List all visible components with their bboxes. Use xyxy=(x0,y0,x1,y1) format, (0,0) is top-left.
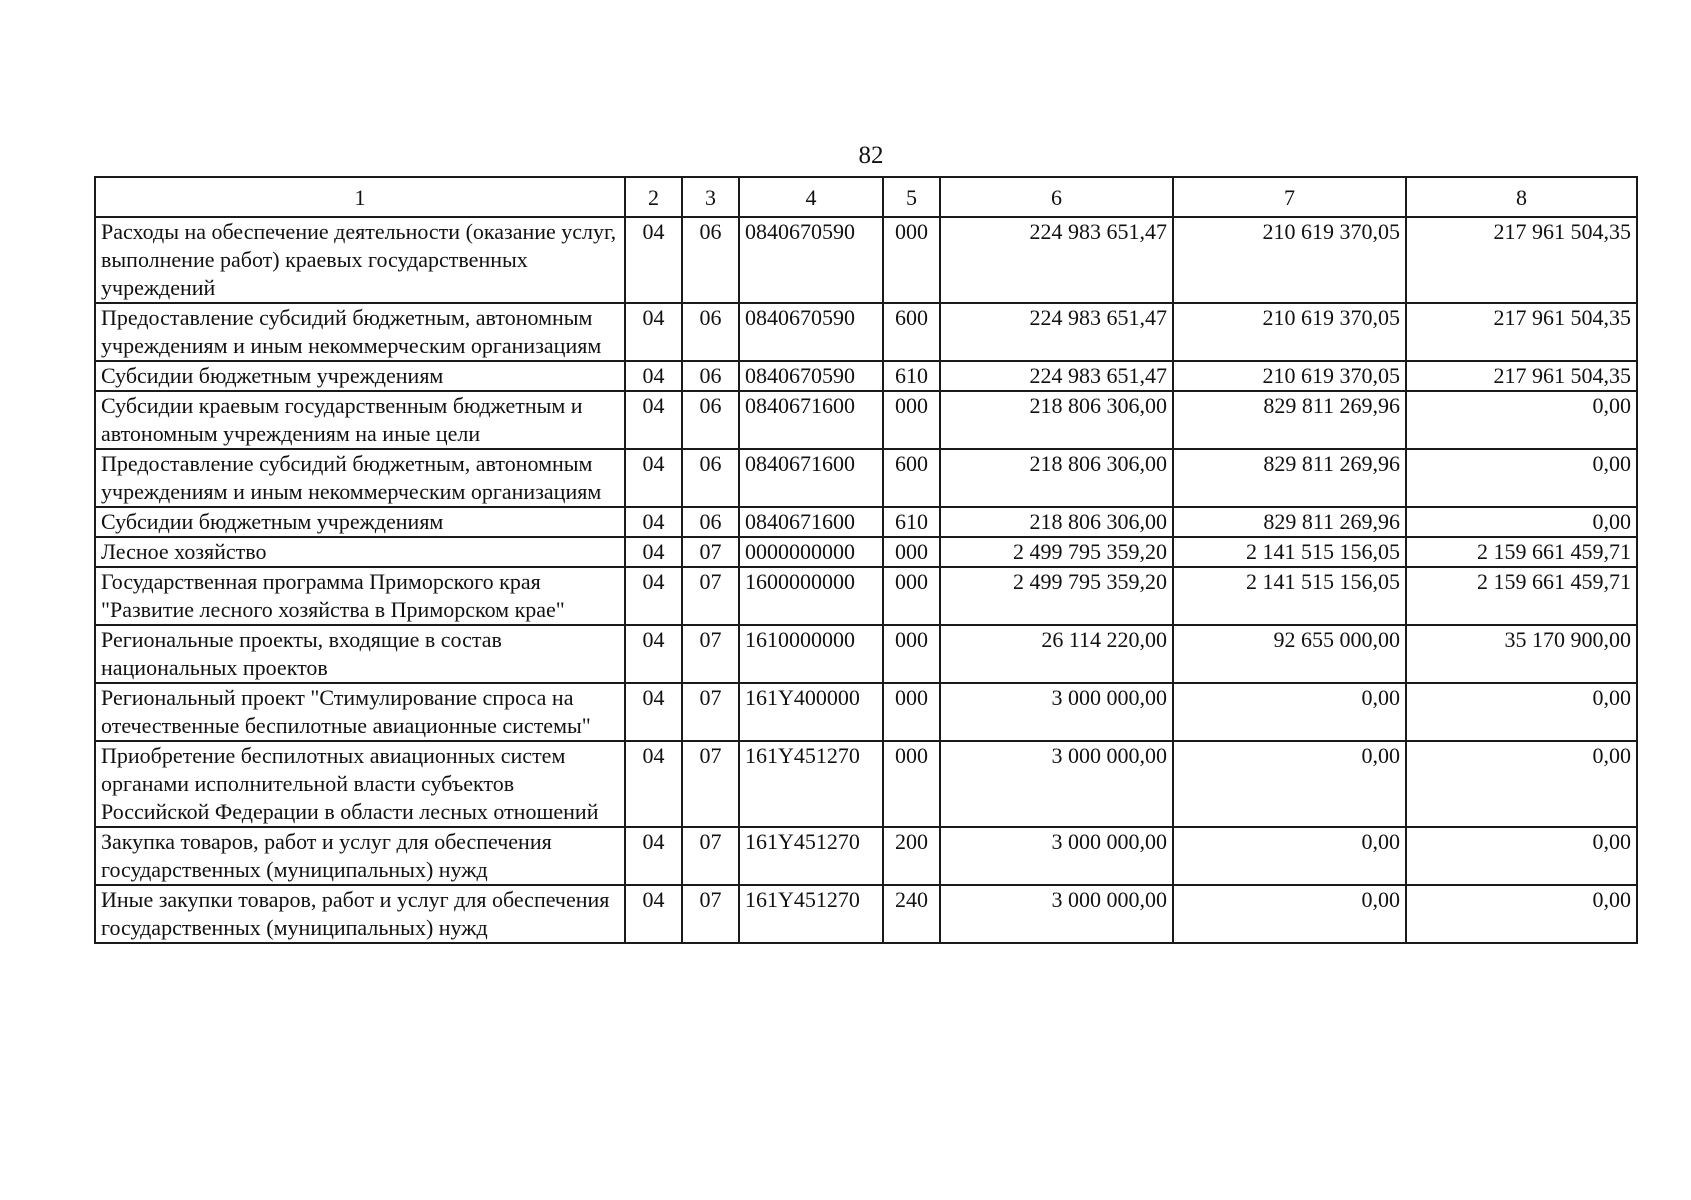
column-header-7: 7 xyxy=(1173,177,1406,217)
table-row xyxy=(95,625,1637,683)
row-subsection-code: 07 xyxy=(682,827,739,885)
row-amount-6: 218 806 306,00 xyxy=(940,449,1173,507)
row-subsection-code: 07 xyxy=(682,537,739,567)
row-section-code: 04 xyxy=(625,391,682,449)
row-amount-6: 224 983 651,47 xyxy=(940,303,1173,361)
table-row xyxy=(95,567,1637,625)
row-amount-8: 0,00 xyxy=(1406,885,1637,943)
row-expense-type-code: 000 xyxy=(883,391,940,449)
table-row xyxy=(95,449,1637,507)
row-target-article-code: 1600000000 xyxy=(739,567,883,625)
row-subsection-code: 06 xyxy=(682,217,739,303)
row-section-code: 04 xyxy=(625,507,682,537)
row-expense-type-code: 200 xyxy=(883,827,940,885)
row-section-code: 04 xyxy=(625,303,682,361)
table-row xyxy=(95,507,1637,537)
row-target-article-code: 161Y451270 xyxy=(739,885,883,943)
row-target-article-code: 0840670590 xyxy=(739,217,883,303)
row-amount-6: 224 983 651,47 xyxy=(940,361,1173,391)
row-amount-7: 0,00 xyxy=(1173,885,1406,943)
row-amount-8: 0,00 xyxy=(1406,741,1637,827)
row-amount-7: 2 141 515 156,05 xyxy=(1173,537,1406,567)
row-subsection-code: 07 xyxy=(682,567,739,625)
row-subsection-code: 06 xyxy=(682,449,739,507)
row-subsection-code: 07 xyxy=(682,683,739,741)
row-amount-6: 2 499 795 359,20 xyxy=(940,567,1173,625)
row-amount-6: 3 000 000,00 xyxy=(940,827,1173,885)
column-header-1: 1 xyxy=(95,177,625,217)
row-name: Государственная программа Приморского края "Развитие лесного хозяйства в Приморском крае" xyxy=(95,567,625,625)
row-section-code: 04 xyxy=(625,885,682,943)
row-target-article-code: 161Y451270 xyxy=(739,741,883,827)
row-amount-8: 217 961 504,35 xyxy=(1406,361,1637,391)
row-subsection-code: 07 xyxy=(682,741,739,827)
column-header-2: 2 xyxy=(625,177,682,217)
row-amount-8: 2 159 661 459,71 xyxy=(1406,537,1637,567)
column-header-3: 3 xyxy=(682,177,739,217)
row-expense-type-code: 000 xyxy=(883,567,940,625)
table-header-row xyxy=(95,177,1637,217)
table-row xyxy=(95,217,1637,303)
row-section-code: 04 xyxy=(625,741,682,827)
row-expense-type-code: 610 xyxy=(883,507,940,537)
row-section-code: 04 xyxy=(625,217,682,303)
row-expense-type-code: 000 xyxy=(883,537,940,567)
row-subsection-code: 06 xyxy=(682,361,739,391)
row-amount-8: 2 159 661 459,71 xyxy=(1406,567,1637,625)
budget-table xyxy=(94,176,1638,944)
row-amount-6: 218 806 306,00 xyxy=(940,507,1173,537)
row-target-article-code: 161Y400000 xyxy=(739,683,883,741)
row-expense-type-code: 240 xyxy=(883,885,940,943)
row-subsection-code: 06 xyxy=(682,391,739,449)
row-amount-7: 0,00 xyxy=(1173,741,1406,827)
row-target-article-code: 0840670590 xyxy=(739,361,883,391)
row-amount-7: 0,00 xyxy=(1173,827,1406,885)
table-row xyxy=(95,827,1637,885)
row-name: Субсидии краевым государственным бюджетным и автономным учреждениям на иные цели xyxy=(95,391,625,449)
row-name: Приобретение беспилотных авиационных систем органами исполнительной власти субъектов Российской Федерации в области лесных отношений xyxy=(95,741,625,827)
page-number: 82 xyxy=(858,142,884,169)
row-target-article-code: 1610000000 xyxy=(739,625,883,683)
row-amount-8: 0,00 xyxy=(1406,827,1637,885)
row-amount-8: 0,00 xyxy=(1406,683,1637,741)
row-target-article-code: 0840671600 xyxy=(739,391,883,449)
row-expense-type-code: 000 xyxy=(883,741,940,827)
row-name: Субсидии бюджетным учреждениям xyxy=(95,507,625,537)
row-section-code: 04 xyxy=(625,537,682,567)
row-name: Предоставление субсидий бюджетным, автономным учреждениям и иным некоммерческим организациям xyxy=(95,303,625,361)
row-name: Иные закупки товаров, работ и услуг для обеспечения государственных (муниципальных) нужд xyxy=(95,885,625,943)
row-amount-8: 0,00 xyxy=(1406,507,1637,537)
row-expense-type-code: 600 xyxy=(883,449,940,507)
row-amount-6: 2 499 795 359,20 xyxy=(940,537,1173,567)
row-name: Лесное хозяйство xyxy=(95,537,625,567)
column-header-4: 4 xyxy=(739,177,883,217)
table-row xyxy=(95,885,1637,943)
row-amount-7: 829 811 269,96 xyxy=(1173,449,1406,507)
row-amount-7: 210 619 370,05 xyxy=(1173,303,1406,361)
row-section-code: 04 xyxy=(625,683,682,741)
row-amount-7: 210 619 370,05 xyxy=(1173,217,1406,303)
row-amount-7: 829 811 269,96 xyxy=(1173,391,1406,449)
row-subsection-code: 06 xyxy=(682,303,739,361)
row-amount-8: 0,00 xyxy=(1406,449,1637,507)
row-section-code: 04 xyxy=(625,827,682,885)
column-header-8: 8 xyxy=(1406,177,1637,217)
table-row xyxy=(95,361,1637,391)
row-amount-6: 26 114 220,00 xyxy=(940,625,1173,683)
row-name: Расходы на обеспечение деятельности (оказание услуг, выполнение работ) краевых государственных учреждений xyxy=(95,217,625,303)
row-expense-type-code: 600 xyxy=(883,303,940,361)
table-row xyxy=(95,683,1637,741)
row-section-code: 04 xyxy=(625,567,682,625)
row-expense-type-code: 000 xyxy=(883,217,940,303)
row-subsection-code: 06 xyxy=(682,507,739,537)
row-amount-6: 3 000 000,00 xyxy=(940,741,1173,827)
row-target-article-code: 161Y451270 xyxy=(739,827,883,885)
row-amount-7: 0,00 xyxy=(1173,683,1406,741)
row-target-article-code: 0840671600 xyxy=(739,449,883,507)
row-expense-type-code: 000 xyxy=(883,683,940,741)
row-target-article-code: 0840671600 xyxy=(739,507,883,537)
row-amount-8: 35 170 900,00 xyxy=(1406,625,1637,683)
row-amount-7: 210 619 370,05 xyxy=(1173,361,1406,391)
row-subsection-code: 07 xyxy=(682,625,739,683)
row-amount-6: 3 000 000,00 xyxy=(940,683,1173,741)
column-header-6: 6 xyxy=(940,177,1173,217)
table-row xyxy=(95,391,1637,449)
row-name: Закупка товаров, работ и услуг для обеспечения государственных (муниципальных) нужд xyxy=(95,827,625,885)
row-name: Региональные проекты, входящие в состав национальных проектов xyxy=(95,625,625,683)
table-row xyxy=(95,537,1637,567)
table-row xyxy=(95,303,1637,361)
row-target-article-code: 0000000000 xyxy=(739,537,883,567)
row-expense-type-code: 610 xyxy=(883,361,940,391)
row-amount-7: 2 141 515 156,05 xyxy=(1173,567,1406,625)
row-subsection-code: 07 xyxy=(682,885,739,943)
row-amount-8: 217 961 504,35 xyxy=(1406,217,1637,303)
column-header-5: 5 xyxy=(883,177,940,217)
row-amount-7: 829 811 269,96 xyxy=(1173,507,1406,537)
row-name: Предоставление субсидий бюджетным, автономным учреждениям и иным некоммерческим организациям xyxy=(95,449,625,507)
row-amount-7: 92 655 000,00 xyxy=(1173,625,1406,683)
table-row xyxy=(95,741,1637,827)
row-amount-6: 218 806 306,00 xyxy=(940,391,1173,449)
row-section-code: 04 xyxy=(625,625,682,683)
row-target-article-code: 0840670590 xyxy=(739,303,883,361)
row-amount-6: 3 000 000,00 xyxy=(940,885,1173,943)
row-expense-type-code: 000 xyxy=(883,625,940,683)
row-name: Региональный проект "Стимулирование спроса на отечественные беспилотные авиационные системы" xyxy=(95,683,625,741)
row-amount-8: 0,00 xyxy=(1406,391,1637,449)
row-name: Субсидии бюджетным учреждениям xyxy=(95,361,625,391)
row-section-code: 04 xyxy=(625,449,682,507)
row-amount-8: 217 961 504,35 xyxy=(1406,303,1637,361)
row-section-code: 04 xyxy=(625,361,682,391)
row-amount-6: 224 983 651,47 xyxy=(940,217,1173,303)
